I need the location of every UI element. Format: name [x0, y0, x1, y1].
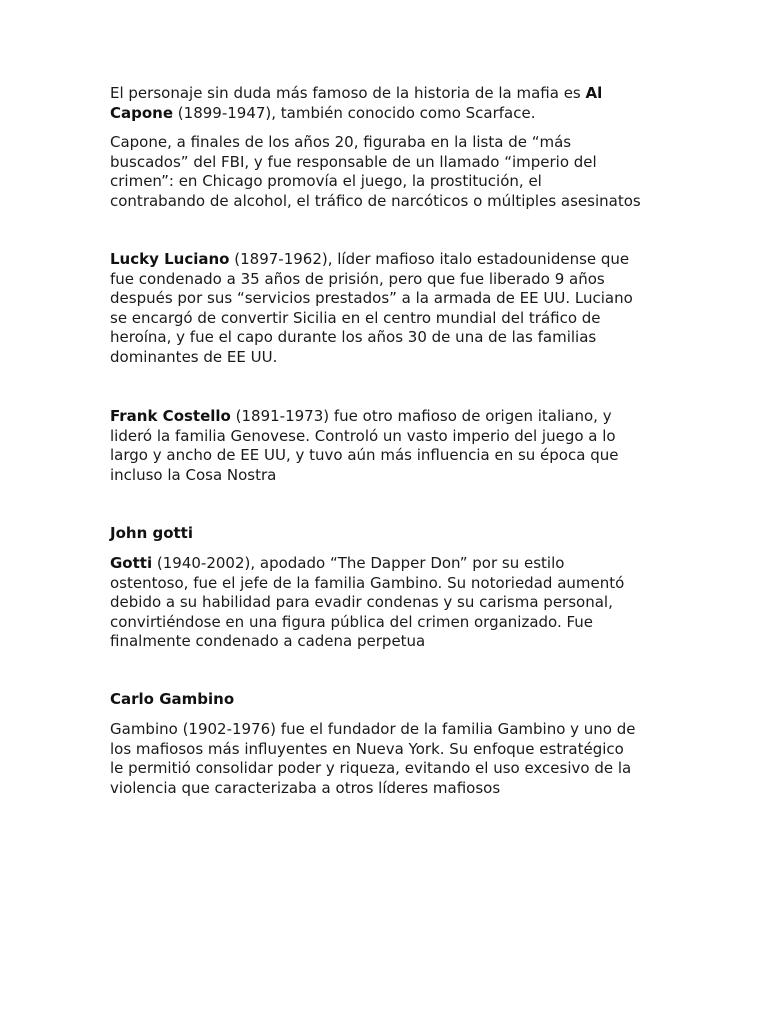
text-line — [110, 554, 670, 574]
text-line: fue condenado a 35 años de prisión, pero que fue liberado 9 años — [110, 269, 605, 288]
text-line: ostentoso, fue el jefe de la familia Gambino. Su notoriedad aumentó — [110, 573, 625, 592]
text-line — [110, 250, 670, 270]
text-line: finalmente condenado a cadena perpetua — [110, 632, 426, 650]
text-line: le permitió consolidar poder y riqueza, evitando el uso excesivo de la — [110, 759, 632, 777]
text-line: después por sus “servicios prestados” a la armada de EE UU. Luciano — [110, 289, 633, 307]
text-line: buscados” del FBI, y fue responsable de un llamado “imperio del — [110, 152, 597, 171]
costello-paragraph — [110, 407, 670, 485]
person-name-gotti: Gotti — [110, 554, 153, 572]
text-run: (1897-1962), líder mafioso italo estadounidense que — [229, 250, 630, 268]
text-line: incluso la Cosa Nostra — [110, 465, 277, 484]
text-line: los mafiosos más influyentes en Nueva York. Su enfoque estratégico — [110, 739, 624, 758]
gotti-paragraph — [110, 554, 670, 652]
section-heading: Carlo Gambino — [110, 690, 235, 708]
person-name-al: Al — [585, 84, 603, 102]
text-run: (1891-1973) fue otro mafioso de origen italiano, y — [230, 407, 612, 425]
gotti-heading — [110, 524, 670, 544]
text-line: dominantes de EE UU. — [110, 347, 278, 366]
text-line: lideró la familia Genovese. Controló un vasto imperio del juego a lo — [110, 426, 616, 445]
text-line: convirtiéndose en una figura pública del crimen organizado. Fue — [110, 612, 594, 631]
section-heading: John gotti — [110, 524, 193, 542]
text-line: Gambino (1902-1976) fue el fundador de la familia Gambino y uno de — [110, 720, 636, 738]
gambino-heading — [110, 690, 670, 710]
text-run: (1899-1947), también conocido como Scarface. — [173, 103, 536, 122]
text-line: heroína, y fue el capo durante los años 30 de una de las familias — [110, 328, 597, 346]
text-run: (1940-2002), apodado “The Dapper Don” por su estilo — [152, 554, 565, 572]
text-line: debido a su habilidad para evadir condenas y su carisma personal, — [110, 593, 613, 611]
text-line — [110, 104, 670, 124]
text-line — [110, 407, 670, 427]
gambino-paragraph — [110, 720, 670, 798]
text-line: se encargó de convertir Sicilia en el centro mundial del tráfico de — [110, 308, 601, 327]
text-line: largo y ancho de EE UU, y tuvo aún más influencia en su época que — [110, 446, 619, 464]
luciano-paragraph — [110, 250, 670, 367]
text-line: crimen”: en Chicago promovía el juego, la prostitución, el — [110, 172, 542, 190]
text-line — [110, 84, 670, 104]
capone-intro-paragraph — [110, 84, 670, 123]
text-run: El personaje sin duda más famoso de la historia de la mafia es — [110, 84, 586, 102]
capone-detail-paragraph — [110, 133, 670, 211]
text-line: violencia que caracterizaba a otros líderes mafiosos — [110, 778, 501, 797]
person-name-costello: Frank Costello — [110, 407, 231, 425]
text-line: Capone, a finales de los años 20, figuraba en la lista de “más — [110, 133, 572, 151]
text-line: contrabando de alcohol, el tráfico de narcóticos o múltiples asesinatos — [110, 191, 641, 210]
person-name-capone: Capone — [110, 103, 174, 122]
person-name-luciano: Lucky Luciano — [110, 250, 230, 268]
